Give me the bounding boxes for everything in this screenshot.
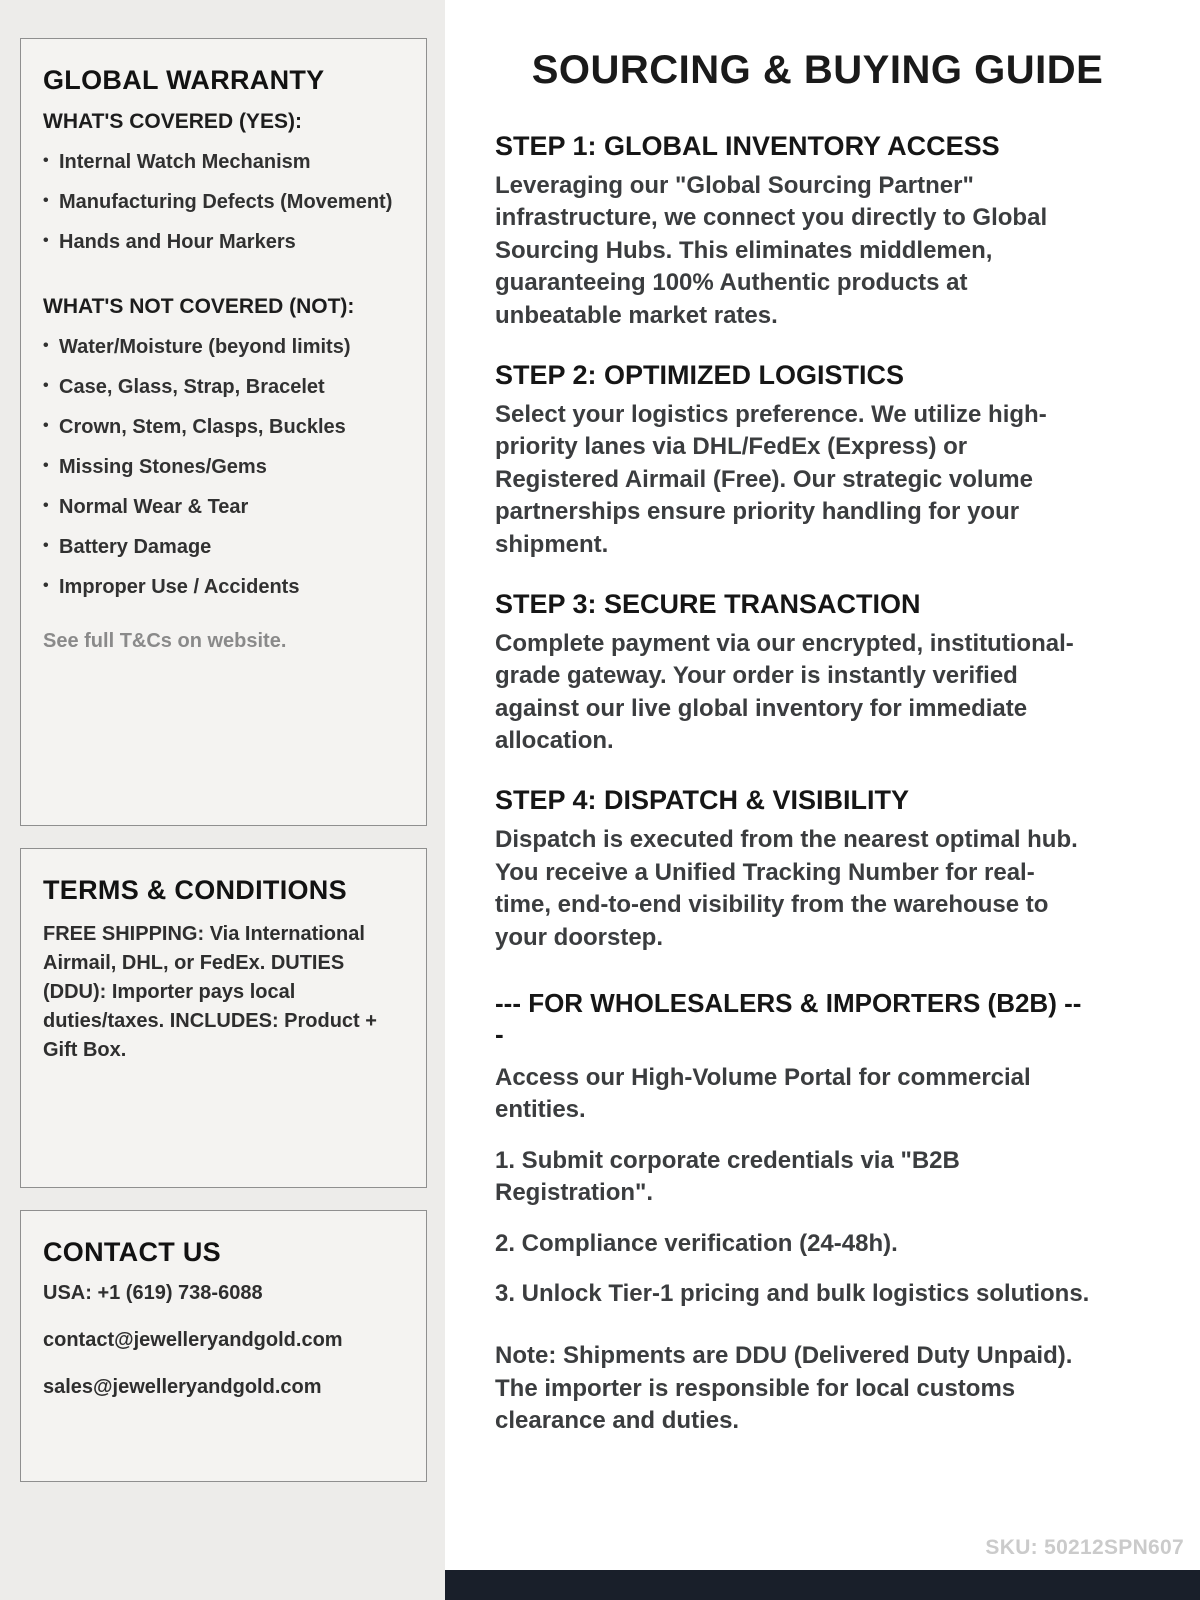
b2b-item: 2. Compliance verification (24-48h). — [495, 1229, 898, 1257]
step-section — [495, 131, 1090, 332]
not-covered-item: • Missing Stones/Gems — [43, 455, 404, 480]
b2b-item: 1. Submit corporate credentials via "B2B Registration". — [495, 1146, 960, 1207]
step-body: Complete payment via our encrypted, institutional-grade gateway. Your order is instantly verified against our live global inventory for immediate allocation. — [495, 629, 1074, 755]
not-covered-item: • Normal Wear & Tear — [43, 495, 404, 520]
step-heading: STEP 1: GLOBAL INVENTORY ACCESS — [495, 131, 1000, 161]
step-section — [495, 360, 1090, 561]
contact-phone: USA: +1 (619) 738-6088 — [43, 1282, 263, 1304]
warranty-footnote: See full T&Cs on website. — [43, 630, 287, 652]
b2b-item: 3. Unlock Tier-1 pricing and bulk logistics solutions. — [495, 1279, 1090, 1307]
warranty-panel — [20, 38, 427, 826]
sidebar — [0, 0, 445, 1600]
covered-heading: WHAT'S COVERED (YES): — [43, 110, 302, 133]
step-heading: STEP 3: SECURE TRANSACTION — [495, 588, 921, 619]
step-section — [495, 785, 1090, 954]
b2b-intro: Access our High-Volume Portal for commercial entities. — [495, 1064, 1031, 1124]
not-covered-item: • Water/Moisture (beyond limits) — [43, 335, 404, 360]
bottom-bar — [445, 1570, 1200, 1600]
terms-panel — [20, 848, 427, 1188]
step-body: Select your logistics preference. We utilize high-priority lanes via DHL/FedEx (Express) or Registered Airmail (Free). Our strategic volume partnerships ensure priority handling for your shipment. — [495, 400, 1047, 558]
step-section — [495, 589, 1090, 758]
warranty-title: GLOBAL WARRANTY — [43, 65, 325, 95]
step-heading: STEP 4: DISPATCH & VISIBILITY — [495, 785, 910, 816]
main-content — [445, 0, 1200, 1600]
contact-email-primary: contact@jewelleryandgold.com — [43, 1329, 343, 1351]
step-body: Dispatch is executed from the nearest optimal hub. You receive a Unified Tracking Number for real-time, end-to-end visibility from the warehouse to your doorstep. — [495, 826, 1078, 951]
sku-label: SKU: 50212SPN607 — [985, 1536, 1184, 1559]
b2b-note: Note: Shipments are DDU (Delivered Duty Unpaid). The importer is responsible for local customs clearance and duties. — [495, 1342, 1073, 1435]
step-body: Leveraging our "Global Sourcing Partner" infrastructure, we connect you directly to Global Sourcing Hubs. This eliminates middlemen, guaranteeing 100% Authentic products at unbeatable market rates. — [495, 172, 1048, 329]
terms-title: TERMS & CONDITIONS — [43, 875, 347, 905]
not-covered-heading: WHAT'S NOT COVERED (NOT): — [43, 295, 355, 318]
b2b-section — [495, 988, 1090, 1438]
not-covered-item: • Crown, Stem, Clasps, Buckles — [43, 415, 404, 440]
step-heading: STEP 2: OPTIMIZED LOGISTICS — [495, 359, 905, 390]
b2b-heading: --- FOR WHOLESALERS & IMPORTERS (B2B) --- — [495, 988, 1082, 1050]
covered-item: • Manufacturing Defects (Movement) — [43, 190, 404, 215]
covered-item: • Hands and Hour Markers — [43, 230, 404, 255]
covered-item: • Internal Watch Mechanism — [43, 150, 404, 175]
contact-panel — [20, 1210, 427, 1482]
contact-email-sales: sales@jewelleryandgold.com — [43, 1376, 322, 1398]
page-title: SOURCING & BUYING GUIDE — [531, 48, 1104, 92]
not-covered-item: • Battery Damage — [43, 535, 404, 560]
terms-body: FREE SHIPPING: Via International Airmail, DHL, or FedEx. DUTIES (DDU): Importer pays local duties/taxes. INCLUDES: Product + Gift Box. — [43, 923, 377, 1061]
not-covered-item: • Improper Use / Accidents — [43, 575, 404, 600]
contact-title: CONTACT US — [43, 1237, 221, 1267]
not-covered-item: • Case, Glass, Strap, Bracelet — [43, 375, 404, 400]
